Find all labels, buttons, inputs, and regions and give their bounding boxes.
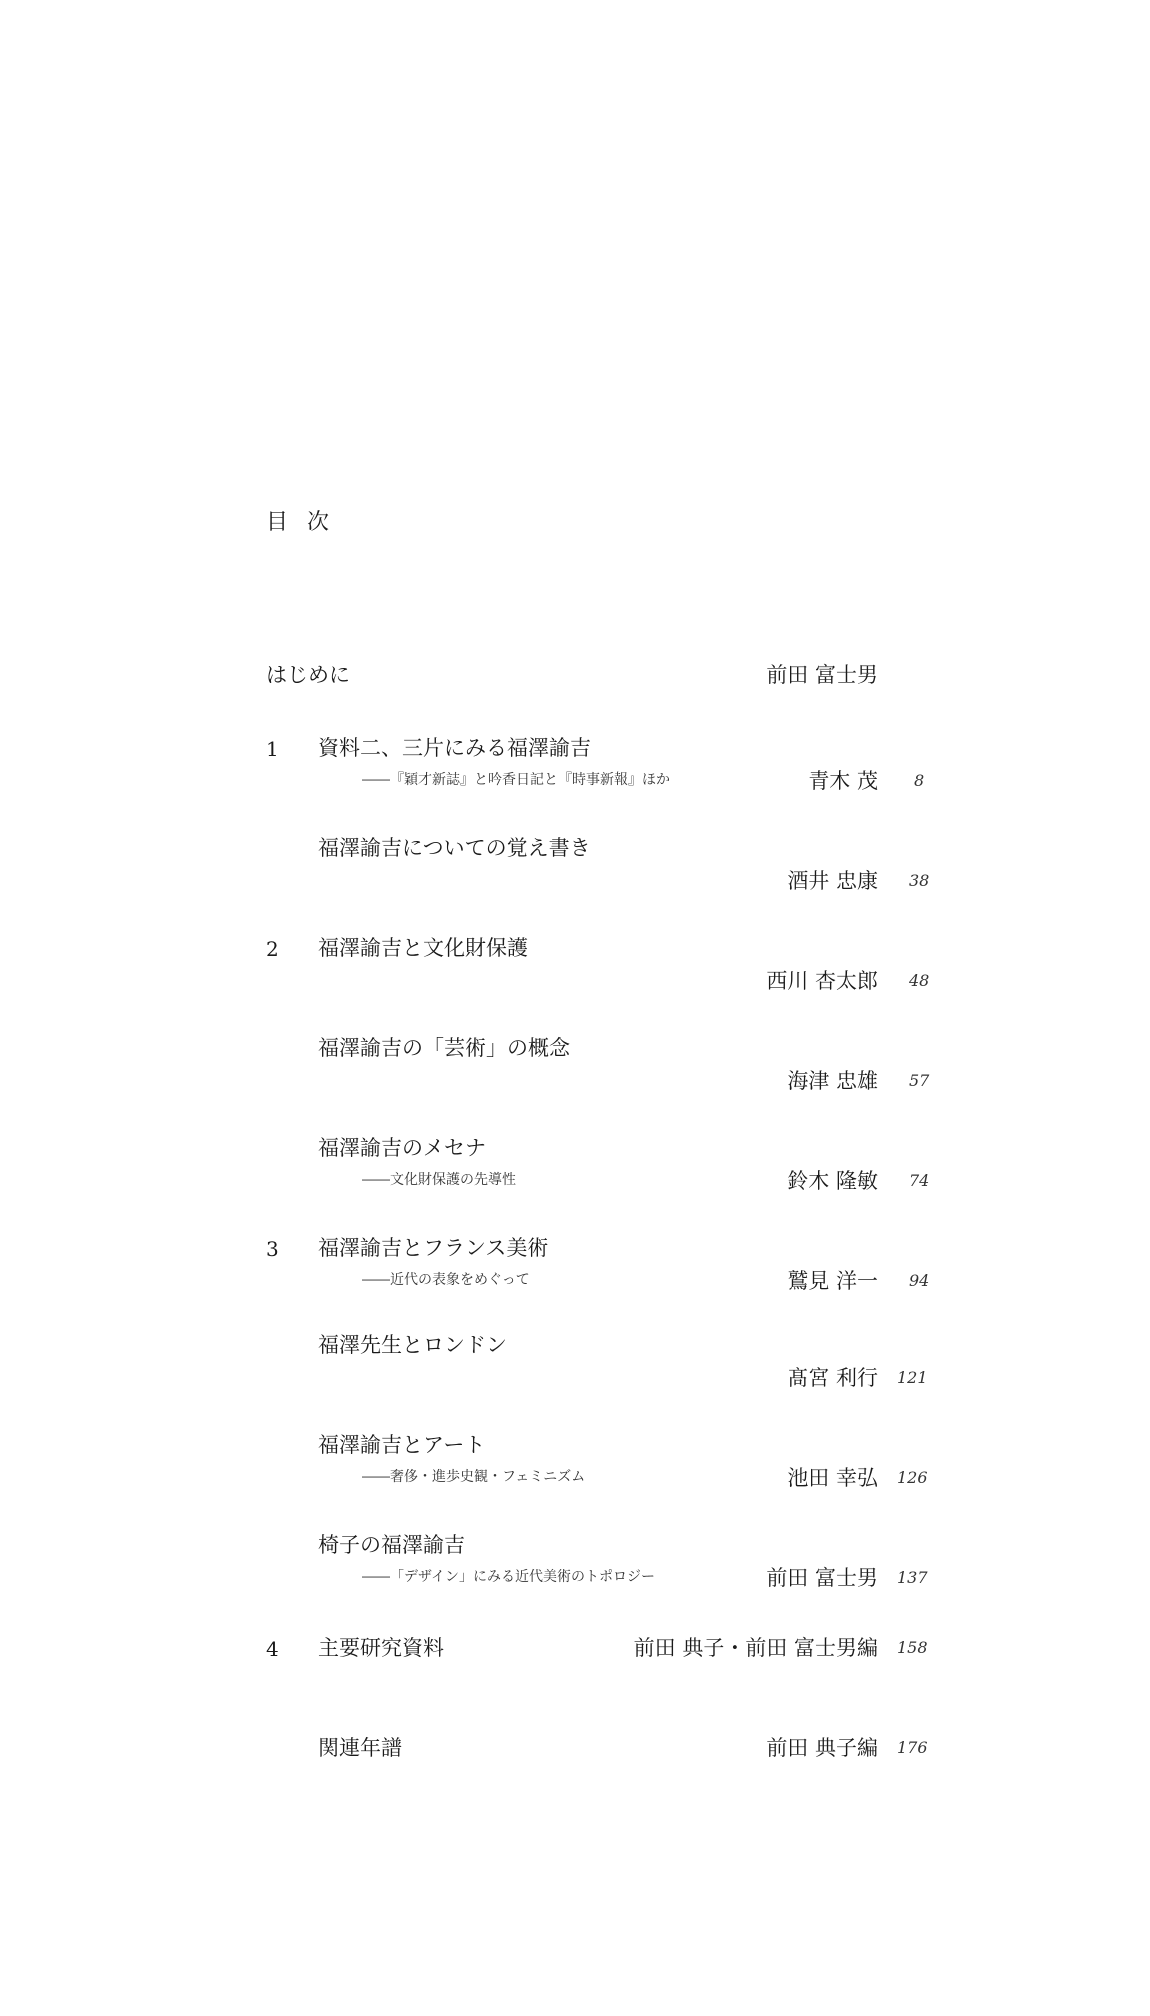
entry-title: 福澤諭吉についての覚え書き [318,836,591,860]
entry-page-number: 176 [897,1738,928,1757]
entry-subtitle: ――『穎才新誌』と吟香日記と『時事新報』ほか [362,772,670,788]
entry-page-number: 121 [897,1368,928,1387]
intro-title: はじめに [266,663,350,687]
entry-author: 海津 忠雄 [787,1069,878,1093]
entry-subtitle: ――近代の表象をめぐって [362,1272,530,1288]
entry-page-number: 137 [897,1568,928,1587]
entry-page-number: 74 [909,1171,930,1190]
section-number: 2 [266,937,279,961]
entry-title: 主要研究資料 [318,1636,444,1660]
entry-page-number: 48 [909,971,930,990]
entry-author: 前田 典子・前田 富士男編 [633,1636,878,1660]
entry-title: 椅子の福澤諭吉 [318,1533,465,1557]
entry-page-number: 38 [909,871,930,890]
entry-author: 酒井 忠康 [787,869,878,893]
section-number: 4 [266,1637,279,1661]
entry-author: 前田 典子編 [766,1736,878,1760]
entry-author: 鈴木 隆敏 [787,1169,878,1193]
entry-subtitle: ――奢侈・進歩史観・フェミニズム [362,1469,586,1485]
entry-title: 福澤先生とロンドン [318,1333,507,1357]
entry-page-number: 8 [914,771,925,790]
entry-author: 池田 幸弘 [787,1466,878,1490]
section-number: 3 [266,1237,279,1261]
entry-title: 福澤諭吉とアート [318,1433,486,1457]
entry-title: 福澤諭吉の「芸術」の概念 [318,1036,570,1060]
entry-author: 鷲見 洋一 [787,1269,878,1293]
entry-page-number: 94 [909,1271,930,1290]
entry-author: 青木 茂 [808,769,878,793]
entry-subtitle: ――文化財保護の先導性 [362,1172,516,1188]
entry-title: 関連年譜 [318,1736,402,1760]
section-number: 1 [266,737,279,761]
entry-author: 前田 富士男 [766,1566,878,1590]
entry-title: 資料二、三片にみる福澤諭吉 [318,736,591,760]
entry-title: 福澤諭吉とフランス美術 [318,1236,549,1260]
entry-page-number: 126 [897,1468,928,1487]
toc-heading: 目 次 [266,510,335,535]
intro-author: 前田 富士男 [766,663,878,687]
entry-author: 西川 杏太郎 [766,969,878,993]
entry-page-number: 57 [909,1071,930,1090]
entry-title: 福澤諭吉のメセナ [318,1136,486,1160]
entry-page-number: 158 [897,1638,928,1657]
entry-subtitle: ――「デザイン」にみる近代美術のトポロジー [362,1569,656,1585]
entry-author: 髙宮 利行 [787,1366,878,1390]
entry-title: 福澤諭吉と文化財保護 [318,936,528,960]
